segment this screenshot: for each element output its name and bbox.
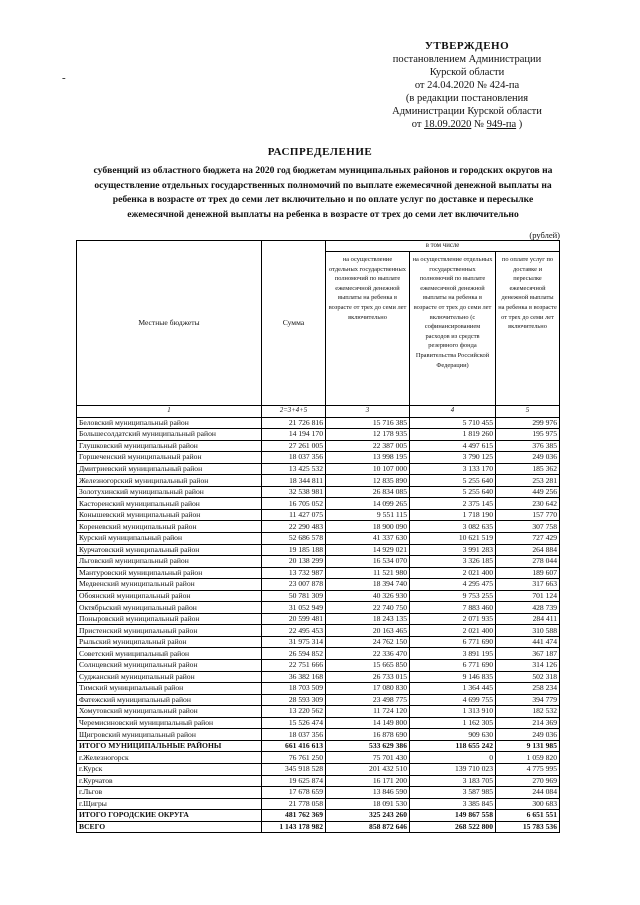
amount-cell: 345 918 528 (262, 763, 326, 775)
total-districts-row (77, 740, 560, 752)
amount-cell: 2 071 935 (410, 613, 496, 625)
amount-cell: 284 411 (496, 613, 560, 625)
amount-cell: 20 138 299 (262, 556, 326, 568)
document-subtitle: субвенций из областного бюджета на 2020 год бюджетам муниципальных районов и городских округов на осуществление отдельных государственных полномочий по выплате ежемесячной денежной выплаты на ребенка в возрасте от трех до семи лет включительно и по оплате услуг по доставке и пересылке ежемесячной денежной выплаты на ребенка в возрасте от трех до семи лет включительно (93, 165, 553, 220)
amount-cell: 22 290 483 (262, 521, 326, 533)
amount-cell: 4 497 615 (410, 440, 496, 452)
budget-name-cell: Тимский муниципальный район (77, 683, 262, 695)
approval-number: 949-па (486, 119, 517, 130)
amount-cell: 157 770 (496, 509, 560, 521)
amount-cell: 17 678 659 (262, 787, 326, 799)
amount-cell: 317 663 (496, 579, 560, 591)
amount-cell: 268 522 800 (410, 821, 496, 833)
table-row (77, 509, 560, 521)
approval-mid: № (471, 119, 487, 130)
table-row (77, 798, 560, 810)
amount-cell: 10 107 000 (326, 463, 410, 475)
amount-cell: 11 427 075 (262, 509, 326, 521)
amount-cell: 244 084 (496, 787, 560, 799)
approval-line: от 24.04.2020 № 424-па (414, 80, 520, 91)
amount-cell: 15 783 536 (496, 821, 560, 833)
amount-cell: 52 686 578 (262, 533, 326, 545)
budget-name-cell: Суджанский муниципальный район (77, 671, 262, 683)
col-header-including: в том числе (326, 241, 560, 252)
table-row (77, 636, 560, 648)
amount-cell: 909 630 (410, 729, 496, 741)
budget-name-cell: Мантуровский муниципальный район (77, 567, 262, 579)
table-row (77, 486, 560, 498)
amount-cell: 23 498 775 (326, 694, 410, 706)
amount-cell: 76 761 250 (262, 752, 326, 764)
budget-name-cell: Солнцевский муниципальный район (77, 660, 262, 672)
budget-name-cell: Глушковский муниципальный район (77, 440, 262, 452)
amount-cell: 22 387 005 (326, 440, 410, 452)
table-row (77, 567, 560, 579)
table-row (77, 717, 560, 729)
amount-cell: 6 771 690 (410, 636, 496, 648)
index-row (77, 406, 560, 418)
amount-cell: 230 642 (496, 498, 560, 510)
index-cell: 2=3+4+5 (262, 406, 326, 418)
table-row (77, 787, 560, 799)
amount-cell: 3 082 635 (410, 521, 496, 533)
table-row (77, 579, 560, 591)
amount-cell: 258 234 (496, 683, 560, 695)
amount-cell: 28 593 309 (262, 694, 326, 706)
table-row (77, 683, 560, 695)
approval-line: (в редакции постановления (405, 93, 529, 104)
amount-cell: 13 846 590 (326, 787, 410, 799)
amount-cell: 533 629 386 (326, 740, 410, 752)
budget-name-cell: Черемисиновский муниципальный район (77, 717, 262, 729)
amount-cell: 13 998 195 (326, 452, 410, 464)
table-row (77, 417, 560, 429)
amount-cell: 50 781 309 (262, 590, 326, 602)
col-header-5 (496, 252, 560, 406)
approval-line: Администрации Курской области (392, 106, 542, 117)
approval-prefix: от (411, 119, 425, 130)
amount-cell: 12 835 890 (326, 475, 410, 487)
amount-cell: 9 551 115 (326, 509, 410, 521)
table-row (77, 613, 560, 625)
budget-name-cell: Касторенский муниципальный район (77, 498, 262, 510)
amount-cell: 5 255 640 (410, 475, 496, 487)
amount-cell: 449 256 (496, 486, 560, 498)
index-cell: 1 (77, 406, 262, 418)
approval-line-amended (362, 118, 572, 131)
col-header-name: Местные бюджеты (77, 241, 262, 406)
amount-cell: 3 133 170 (410, 463, 496, 475)
table-row (77, 440, 560, 452)
amount-cell: 270 969 (496, 775, 560, 787)
budget-name-cell: Большесолдатский муниципальный район (77, 429, 262, 441)
amount-cell: 18 037 356 (262, 729, 326, 741)
amount-cell: 502 318 (496, 671, 560, 683)
amount-cell: 441 474 (496, 636, 560, 648)
amount-cell: 26 594 852 (262, 648, 326, 660)
approval-date: 18.09.2020 (424, 119, 472, 130)
amount-cell: 185 362 (496, 463, 560, 475)
amount-cell: 481 762 369 (262, 810, 326, 822)
amount-cell: 4 699 755 (410, 694, 496, 706)
budget-name-cell: Горшеченский муниципальный район (77, 452, 262, 464)
table-row (77, 752, 560, 764)
amount-cell: 6 771 690 (410, 660, 496, 672)
document-heading: РАСПРЕДЕЛЕНИЕ (267, 146, 373, 158)
table-row (77, 544, 560, 556)
budget-name-cell: г.Курчатов (77, 775, 262, 787)
amount-cell: 9 753 255 (410, 590, 496, 602)
header-row (77, 241, 560, 252)
amount-cell: 7 883 460 (410, 602, 496, 614)
amount-cell: 14 149 800 (326, 717, 410, 729)
amount-cell: 428 739 (496, 602, 560, 614)
amount-cell: 15 665 850 (326, 660, 410, 672)
table-row (77, 452, 560, 464)
amount-cell: 201 432 510 (326, 763, 410, 775)
amount-cell: 278 044 (496, 556, 560, 568)
amount-cell: 5 255 640 (410, 486, 496, 498)
budget-name-cell: Фатежский муниципальный район (77, 694, 262, 706)
amount-cell: 24 762 150 (326, 636, 410, 648)
col-header-sum: Сумма (262, 241, 326, 406)
amount-cell: 27 261 005 (262, 440, 326, 452)
amount-cell: 1 313 910 (410, 706, 496, 718)
amount-cell: 18 900 090 (326, 521, 410, 533)
index-cell: 5 (496, 406, 560, 418)
table-row (77, 475, 560, 487)
amount-cell: 15 716 385 (326, 417, 410, 429)
approval-line: постановлением Администрации (392, 54, 542, 65)
amount-cell: 75 701 430 (326, 752, 410, 764)
amount-cell: 6 651 551 (496, 810, 560, 822)
amount-cell: 307 758 (496, 521, 560, 533)
amount-cell: 314 126 (496, 660, 560, 672)
amount-cell: 300 683 (496, 798, 560, 810)
amount-cell: 3 385 845 (410, 798, 496, 810)
amount-cell: 36 382 168 (262, 671, 326, 683)
table-row (77, 763, 560, 775)
amount-cell: 31 975 314 (262, 636, 326, 648)
amount-cell: 22 495 453 (262, 625, 326, 637)
col-header-5-text: по оплате услуг по доставке и пересылке ежемесячной денежной выплаты на ребенка в возрасте от трех до семи лет включительно (498, 256, 557, 331)
budget-name-cell: Льговский муниципальный район (77, 556, 262, 568)
grand-total-row (77, 821, 560, 833)
table-row (77, 429, 560, 441)
budget-name-cell: ИТОГО МУНИЦИПАЛЬНЫЕ РАЙОНЫ (77, 740, 262, 752)
budget-name-cell: Курчатовский муниципальный район (77, 544, 262, 556)
budget-name-cell: Конышевский муниципальный район (77, 509, 262, 521)
amount-cell: 182 532 (496, 706, 560, 718)
amount-cell: 249 036 (496, 452, 560, 464)
col-header-3 (326, 252, 410, 406)
budget-name-cell: Кореневский муниципальный район (77, 521, 262, 533)
amount-cell: 3 587 985 (410, 787, 496, 799)
amount-cell: 13 220 562 (262, 706, 326, 718)
amount-cell: 15 526 474 (262, 717, 326, 729)
budget-name-cell: Советский муниципальный район (77, 648, 262, 660)
amount-cell: 2 375 145 (410, 498, 496, 510)
approval-line: Курской области (429, 67, 505, 78)
amount-cell: 701 124 (496, 590, 560, 602)
amount-cell: 325 243 260 (326, 810, 410, 822)
amount-cell: 41 337 630 (326, 533, 410, 545)
budget-name-cell: Курский муниципальный район (77, 533, 262, 545)
amount-cell: 10 621 519 (410, 533, 496, 545)
amount-cell: 18 344 811 (262, 475, 326, 487)
units-label: (рублей) (529, 230, 560, 240)
table-row (77, 533, 560, 545)
amount-cell: 18 703 509 (262, 683, 326, 695)
amount-cell: 12 178 935 (326, 429, 410, 441)
amount-cell: 1 143 178 982 (262, 821, 326, 833)
amount-cell: 214 369 (496, 717, 560, 729)
approval-block (362, 40, 572, 131)
amount-cell: 367 187 (496, 648, 560, 660)
total-cities-row (77, 810, 560, 822)
table-row (77, 694, 560, 706)
budget-name-cell: Октябрьский муниципальный район (77, 602, 262, 614)
amount-cell: 3 326 185 (410, 556, 496, 568)
amount-cell: 14 194 170 (262, 429, 326, 441)
amount-cell: 2 021 400 (410, 567, 496, 579)
amount-cell: 139 710 023 (410, 763, 496, 775)
amount-cell: 19 625 874 (262, 775, 326, 787)
amount-cell: 18 243 135 (326, 613, 410, 625)
amount-cell: 18 037 356 (262, 452, 326, 464)
amount-cell: 149 867 558 (410, 810, 496, 822)
amount-cell: 18 394 740 (326, 579, 410, 591)
amount-cell: 394 779 (496, 694, 560, 706)
amount-cell: 3 183 705 (410, 775, 496, 787)
table-row (77, 648, 560, 660)
amount-cell: 249 036 (496, 729, 560, 741)
amount-cell: 9 131 985 (496, 740, 560, 752)
budget-name-cell: Обоянский муниципальный район (77, 590, 262, 602)
amount-cell: 1 718 190 (410, 509, 496, 521)
amount-cell: 0 (410, 752, 496, 764)
budget-name-cell: Золотухинский муниципальный район (77, 486, 262, 498)
amount-cell: 299 976 (496, 417, 560, 429)
amount-cell: 32 538 981 (262, 486, 326, 498)
amount-cell: 11 724 120 (326, 706, 410, 718)
amount-cell: 3 991 283 (410, 544, 496, 556)
amount-cell: 3 891 195 (410, 648, 496, 660)
amount-cell: 727 429 (496, 533, 560, 545)
budget-name-cell: Дмитриевский муниципальный район (77, 463, 262, 475)
budget-name-cell: Пристенский муниципальный район (77, 625, 262, 637)
amount-cell: 189 607 (496, 567, 560, 579)
col-header-3-text: на осуществление отдельных государственных полномочий по выплате ежемесячной денежной выплаты на ребенка в возрасте от трех до семи лет включительно (328, 256, 407, 321)
amount-cell: 1 059 820 (496, 752, 560, 764)
amount-cell: 16 534 070 (326, 556, 410, 568)
amount-cell: 40 326 930 (326, 590, 410, 602)
amount-cell: 13 425 532 (262, 463, 326, 475)
budget-name-cell: г.Льгов (77, 787, 262, 799)
amount-cell: 14 099 265 (326, 498, 410, 510)
amount-cell: 16 878 690 (326, 729, 410, 741)
table-row (77, 521, 560, 533)
amount-cell: 264 884 (496, 544, 560, 556)
table-row (77, 498, 560, 510)
amount-cell: 16 705 052 (262, 498, 326, 510)
budget-name-cell: г.Железногорск (77, 752, 262, 764)
col-header-4 (410, 252, 496, 406)
table-row (77, 602, 560, 614)
amount-cell: 4 775 995 (496, 763, 560, 775)
budget-name-cell: г.Щигры (77, 798, 262, 810)
col-header-4-text: на осуществление отдельных государственных полномочий по выплате ежемесячной денежной выплаты на ребенка в возрасте от трех до семи лет включительно (с софинансированием расходов из средств резервного фонда Правительства Российской Федерации) (412, 256, 493, 369)
amount-cell: 118 655 242 (410, 740, 496, 752)
index-cell: 3 (326, 406, 410, 418)
budget-name-cell: Рыльский муниципальный район (77, 636, 262, 648)
budget-name-cell: Железногорский муниципальный район (77, 475, 262, 487)
amount-cell: 16 171 200 (326, 775, 410, 787)
table-row (77, 706, 560, 718)
amount-cell: 22 336 470 (326, 648, 410, 660)
budget-name-cell: Медвенский муниципальный район (77, 579, 262, 591)
amount-cell: 23 007 878 (262, 579, 326, 591)
approval-title: УТВЕРЖДЕНО (424, 40, 510, 52)
budget-name-cell: Поныровский муниципальный район (77, 613, 262, 625)
amount-cell: 9 146 835 (410, 671, 496, 683)
table-row (77, 556, 560, 568)
amount-cell: 20 163 465 (326, 625, 410, 637)
budget-name-cell: ИТОГО ГОРОДСКИЕ ОКРУГА (77, 810, 262, 822)
budget-name-cell: Беловский муниципальный район (77, 417, 262, 429)
amount-cell: 3 790 125 (410, 452, 496, 464)
amount-cell: 22 751 666 (262, 660, 326, 672)
table-row (77, 625, 560, 637)
table-row (77, 660, 560, 672)
amount-cell: 17 080 830 (326, 683, 410, 695)
approval-suffix: ) (516, 119, 523, 130)
budget-name-cell: Щигровский муниципальный район (77, 729, 262, 741)
margin-mark: - (62, 72, 66, 84)
amount-cell: 858 872 646 (326, 821, 410, 833)
table-row (77, 671, 560, 683)
amount-cell: 13 732 987 (262, 567, 326, 579)
amount-cell: 4 295 475 (410, 579, 496, 591)
table-row (77, 775, 560, 787)
amount-cell: 26 733 015 (326, 671, 410, 683)
amount-cell: 11 521 980 (326, 567, 410, 579)
amount-cell: 21 778 058 (262, 798, 326, 810)
table-row (77, 463, 560, 475)
index-cell: 4 (410, 406, 496, 418)
amount-cell: 22 740 750 (326, 602, 410, 614)
amount-cell: 195 975 (496, 429, 560, 441)
amount-cell: 19 185 188 (262, 544, 326, 556)
budget-name-cell: Хомутовский муниципальный район (77, 706, 262, 718)
amount-cell: 2 021 400 (410, 625, 496, 637)
amount-cell: 253 281 (496, 475, 560, 487)
distribution-table (76, 240, 560, 833)
amount-cell: 661 416 613 (262, 740, 326, 752)
amount-cell: 1 819 260 (410, 429, 496, 441)
amount-cell: 376 385 (496, 440, 560, 452)
amount-cell: 310 588 (496, 625, 560, 637)
amount-cell: 18 091 530 (326, 798, 410, 810)
amount-cell: 1 364 445 (410, 683, 496, 695)
budget-name-cell: г.Курск (77, 763, 262, 775)
amount-cell: 26 834 085 (326, 486, 410, 498)
table-row (77, 729, 560, 741)
amount-cell: 1 162 305 (410, 717, 496, 729)
amount-cell: 14 929 021 (326, 544, 410, 556)
amount-cell: 21 726 816 (262, 417, 326, 429)
table-row (77, 590, 560, 602)
amount-cell: 31 052 949 (262, 602, 326, 614)
amount-cell: 5 710 455 (410, 417, 496, 429)
amount-cell: 20 599 481 (262, 613, 326, 625)
budget-name-cell: ВСЕГО (77, 821, 262, 833)
